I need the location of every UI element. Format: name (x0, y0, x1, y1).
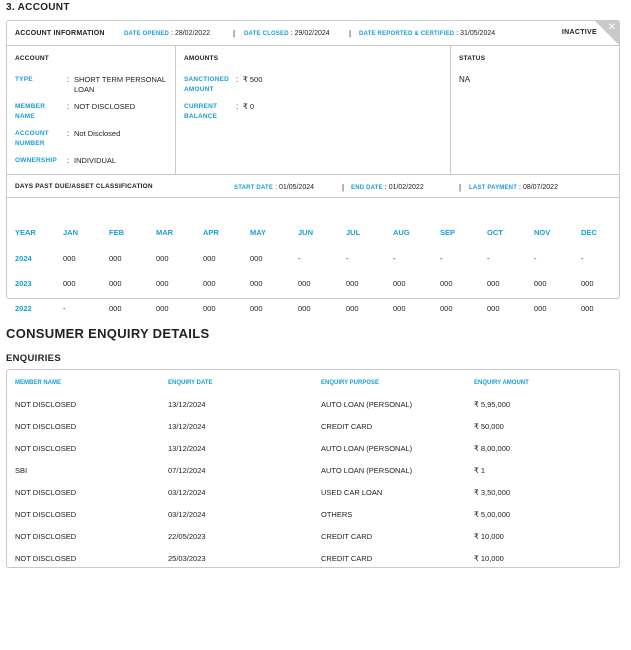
colon: : (171, 30, 173, 37)
member-name-value: NOT DISCLOSED (74, 102, 136, 111)
enquiry-amount-cell: ₹ 5,00,000 (474, 510, 511, 519)
dpd-cell: 000 (203, 304, 216, 313)
dpd-cell: 000 (156, 279, 169, 288)
dpd-column-header: FEB (109, 228, 124, 237)
dpd-year: 2024 (15, 254, 32, 263)
dpd-cell: 000 (534, 304, 547, 313)
dpd-row (7, 279, 619, 304)
ownership-value: INDIVIDUAL (74, 156, 117, 165)
member-name-cell: NOT DISCLOSED (15, 422, 77, 431)
current-balance-label: CURRENT BALANCE (184, 103, 218, 120)
dpd-cell: 000 (156, 254, 169, 263)
dpd-cell: 000 (203, 279, 216, 288)
enquiry-amount-cell: ₹ 10,000 (474, 554, 504, 563)
close-icon[interactable]: ✕ (607, 22, 616, 33)
separator: | (342, 183, 345, 192)
dpd-cell: 000 (203, 254, 216, 263)
date-opened-value: 28/02/2022 (174, 30, 210, 37)
date-reported-value: 31/05/2024 (460, 30, 496, 37)
colon: : (236, 75, 239, 84)
enquiry-header-row (7, 380, 619, 400)
dpd-cell: - (440, 254, 443, 263)
dpd-cell: - (393, 254, 396, 263)
dpd-cell: 000 (534, 279, 547, 288)
start-date (234, 184, 314, 191)
table-row (7, 444, 619, 464)
last-payment-value: 08/07/2022 (522, 184, 558, 191)
separator: | (349, 29, 352, 38)
account-type-value: SHORT TERM PERSONAL LOAN (74, 75, 166, 94)
member-name-cell: NOT DISCLOSED (15, 400, 77, 409)
member-name-cell: NOT DISCLOSED (15, 532, 77, 541)
dpd-row (7, 254, 619, 279)
account-info-header (7, 21, 619, 46)
table-row (7, 554, 619, 574)
colon: : (67, 75, 70, 84)
dpd-cell: 000 (346, 304, 359, 313)
enquiry-date-cell: 13/12/2024 (168, 400, 206, 409)
dpd-cell: 000 (109, 279, 122, 288)
enquiry-purpose-cell: AUTO LOAN (PERSONAL) (321, 400, 413, 409)
colon: : (290, 30, 293, 37)
dpd-column-header: OCT (487, 228, 503, 237)
table-row (7, 466, 619, 486)
member-name-cell: NOT DISCLOSED (15, 488, 77, 497)
dpd-cell: 000 (63, 279, 76, 288)
end-date-value: 01/02/2022 (388, 184, 424, 191)
dpd-cell: - (487, 254, 490, 263)
dpd-cell: 000 (250, 254, 263, 263)
dpd-cell: 000 (250, 304, 263, 313)
enquiry-purpose-cell: OTHERS (321, 510, 353, 519)
separator: | (233, 29, 236, 38)
account-info-title: ACCOUNT INFORMATION (15, 30, 105, 37)
table-row (7, 400, 619, 420)
dpd-cell: - (298, 254, 301, 263)
amounts-column-heading: AMOUNTS (184, 55, 219, 62)
start-date-value: 01/05/2024 (278, 184, 315, 191)
date-closed-value: 29/02/2024 (294, 30, 330, 37)
dpd-cell: - (63, 304, 66, 313)
enquiry-purpose-cell: AUTO LOAN (PERSONAL) (321, 466, 413, 475)
enquiry-purpose-cell: USED CAR LOAN (321, 488, 383, 497)
enquiry-column-header: MEMBER NAME (15, 380, 61, 386)
dpd-cell: 000 (440, 279, 453, 288)
date-closed-label: DATE CLOSED (244, 31, 289, 37)
colon: : (519, 184, 521, 191)
status-column (451, 46, 621, 174)
status-value: NA (459, 75, 471, 84)
dpd-cell: 000 (581, 304, 594, 313)
enquiries-subtitle: ENQUIRIES (6, 353, 61, 364)
dpd-cell: 000 (298, 279, 311, 288)
enquiry-amount-cell: ₹ 8,00,000 (474, 444, 511, 453)
dpd-column-header: APR (203, 228, 219, 237)
dpd-cell: 000 (393, 304, 406, 313)
account-type-label: TYPE (15, 76, 33, 83)
enquiry-amount-cell: ₹ 5,95,000 (474, 400, 511, 409)
date-reported (359, 30, 495, 37)
enquiry-table (6, 369, 620, 568)
enquiry-purpose-cell: CREDIT CARD (321, 554, 373, 563)
enquiry-date-cell: 07/12/2024 (168, 466, 206, 475)
dpd-year: 2022 (15, 304, 32, 313)
separator: | (459, 183, 462, 192)
dpd-column-header: MAY (250, 228, 266, 237)
enquiry-amount-cell: ₹ 1 (474, 466, 486, 475)
colon: : (236, 102, 239, 111)
account-details (7, 46, 619, 175)
dpd-column-header: MAR (156, 228, 174, 237)
dpd-cell: - (534, 254, 537, 263)
dpd-column-header: JAN (63, 228, 79, 237)
enquiry-date-cell: 13/12/2024 (168, 422, 206, 431)
last-payment-label: LAST PAYMENT (469, 185, 518, 191)
dpd-cell: - (346, 254, 349, 263)
dpd-header (7, 176, 619, 198)
enquiry-amount-cell: ₹ 50,000 (474, 422, 504, 431)
enquiry-purpose-cell: CREDIT CARD (321, 532, 373, 541)
sanctioned-amount-label: SANCTIONED AMOUNT (184, 76, 229, 93)
table-row (7, 488, 619, 508)
colon: : (456, 30, 459, 37)
consumer-enquiry-title: CONSUMER ENQUIRY DETAILS (6, 326, 210, 341)
dpd-column-header: JUN (298, 228, 314, 237)
ownership-label: OWNERSHIP (15, 157, 57, 164)
colon: : (67, 129, 70, 138)
member-name-cell: NOT DISCLOSED (15, 554, 77, 563)
dpd-title: DAYS PAST DUE/ASSET CLASSIFICATION (15, 183, 153, 190)
colon: : (384, 184, 387, 191)
date-opened (124, 30, 210, 37)
dpd-column-header: YEAR (15, 228, 36, 237)
dpd-cell: 000 (63, 254, 76, 263)
dpd-cell: 000 (250, 279, 263, 288)
enquiry-amount-cell: ₹ 10,000 (474, 532, 504, 541)
enquiry-date-cell: 03/12/2024 (168, 488, 206, 497)
enquiry-date-cell: 13/12/2024 (168, 444, 206, 453)
member-name-cell: NOT DISCLOSED (15, 510, 77, 519)
dpd-cell: 000 (298, 304, 311, 313)
table-row (7, 510, 619, 530)
dpd-column-header: NOV (534, 228, 551, 237)
date-closed (244, 30, 330, 37)
status-badge: INACTIVE (561, 29, 597, 36)
account-number-value: Not Disclosed (74, 129, 121, 138)
account-column (7, 46, 176, 174)
colon: : (275, 184, 278, 191)
status-column-heading: STATUS (459, 55, 486, 62)
dpd-cell: 000 (109, 254, 122, 263)
dpd-cell: 000 (487, 304, 500, 313)
account-card (6, 20, 620, 313)
end-date (351, 184, 424, 191)
last-payment (469, 184, 558, 191)
member-name-label: MEMBER NAME (15, 103, 46, 120)
enquiry-purpose-cell: CREDIT CARD (321, 422, 373, 431)
table-row (7, 422, 619, 442)
dpd-column-header: DEC (581, 228, 597, 237)
enquiry-column-header: ENQUIRY PURPOSE (321, 380, 380, 386)
colon: : (67, 102, 70, 111)
account-number-label: ACCOUNT NUMBER (15, 130, 49, 147)
account-column-heading: ACCOUNT (15, 55, 49, 62)
enquiry-column-header: ENQUIRY AMOUNT (474, 380, 529, 386)
dpd-column-header: AUG (393, 228, 410, 237)
dpd-cell: 000 (109, 304, 122, 313)
sanctioned-amount-value: ₹ 500 (243, 75, 263, 84)
dpd-year: 2023 (15, 279, 32, 288)
member-name-cell: NOT DISCLOSED (15, 444, 77, 453)
dpd-cell: 000 (156, 304, 169, 313)
enquiry-amount-cell: ₹ 3,50,000 (474, 488, 511, 497)
dpd-cell: 000 (346, 279, 359, 288)
dpd-column-header: SEP (440, 228, 456, 237)
amounts-column (176, 46, 451, 174)
date-opened-label: DATE OPENED (124, 31, 170, 37)
start-date-label: START DATE (234, 185, 274, 191)
enquiry-date-cell: 25/03/2023 (168, 554, 206, 563)
dpd-cell: 000 (440, 304, 453, 313)
colon: : (67, 156, 70, 165)
enquiry-date-cell: 22/05/2023 (168, 532, 206, 541)
table-row (7, 532, 619, 552)
enquiry-date-cell: 03/12/2024 (168, 510, 206, 519)
dpd-column-header: JUL (346, 228, 361, 237)
dpd-header-row (7, 228, 619, 253)
end-date-label: END DATE (351, 185, 383, 191)
date-reported-label: DATE REPORTED & CERTIFIED (359, 31, 455, 37)
section-title: 3. ACCOUNT (6, 2, 70, 13)
dpd-cell: 000 (581, 279, 594, 288)
enquiry-purpose-cell: AUTO LOAN (PERSONAL) (321, 444, 413, 453)
member-name-cell: SBI (15, 466, 28, 475)
dpd-cell: - (581, 254, 584, 263)
dpd-cell: 000 (393, 279, 406, 288)
enquiry-column-header: ENQUIRY DATE (168, 380, 213, 386)
dpd-cell: 000 (487, 279, 500, 288)
current-balance-value: ₹ 0 (243, 102, 255, 111)
